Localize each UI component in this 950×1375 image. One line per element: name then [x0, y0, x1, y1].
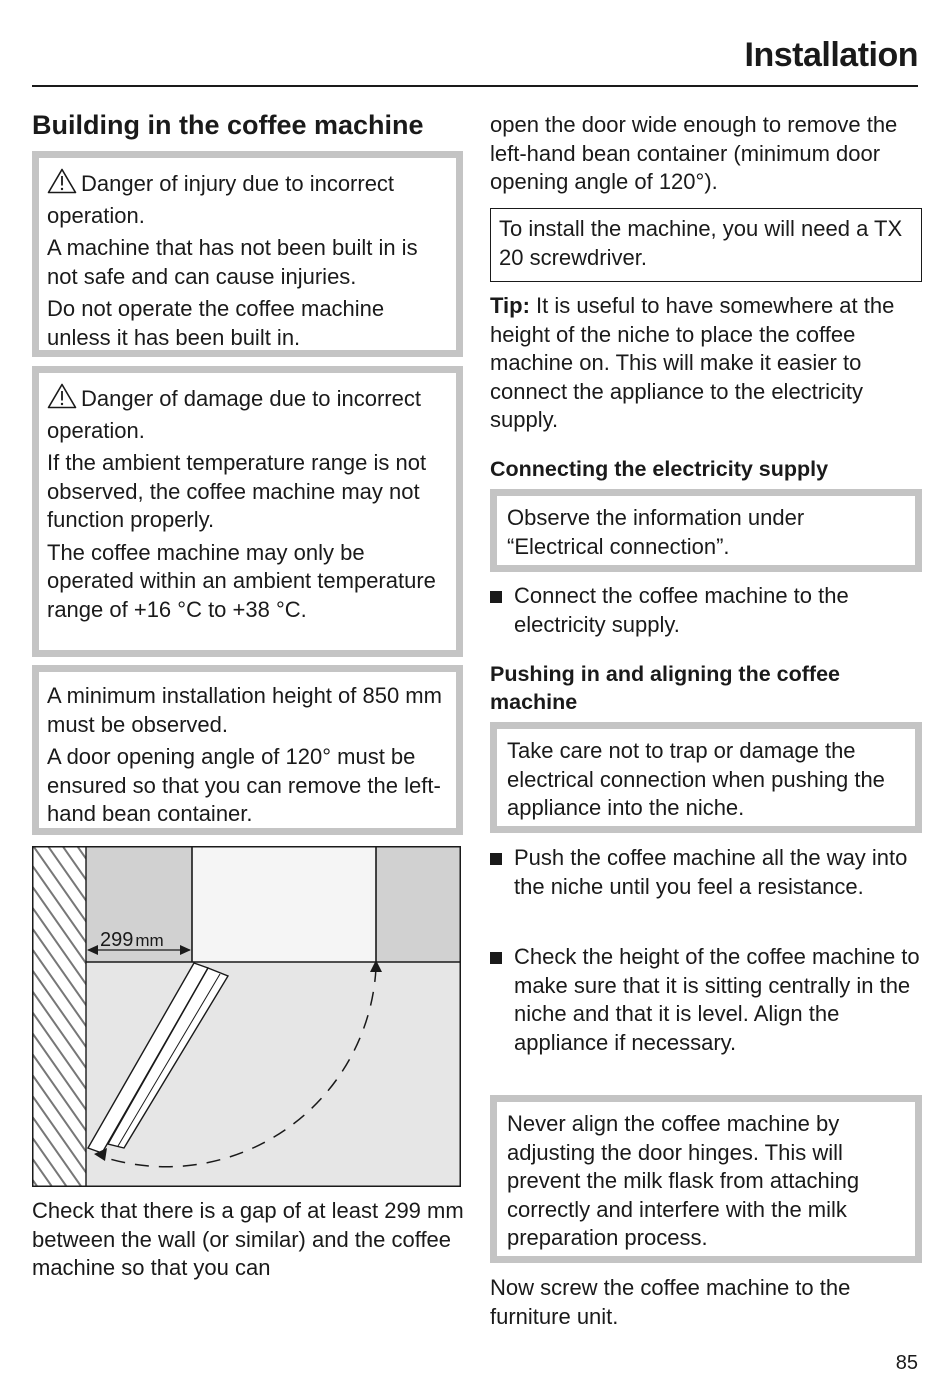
tip-text: It is useful to have somewhere at the height of the niche to place the coffee machine on. This will make it easier to connect the appliance to the electricity supply. — [490, 293, 895, 432]
warning-triangle-icon — [47, 168, 77, 202]
warning-box-injury — [32, 151, 463, 357]
diagram-caption: Check that there is a gap of at least 299 mm between the wall (or similar) and the coffee machine so that you can — [32, 1198, 464, 1280]
electrical-note-box — [490, 489, 922, 572]
step-connect — [490, 582, 922, 639]
step-push — [490, 844, 922, 901]
tip-label: Tip: — [490, 293, 530, 318]
bullet-square-icon — [490, 952, 502, 964]
warning-text: The coffee machine may only be operated within an ambient temperature range of +16 °C to +38 °C. — [47, 539, 436, 622]
pushing-note-box — [490, 722, 922, 833]
warning-text: A machine that has not been built in is not safe and can cause injuries. — [47, 235, 418, 289]
warning-title: Danger of injury due to incorrect operation. — [47, 168, 446, 230]
section-heading: Building in the coffee machine — [32, 110, 424, 140]
step-text: Push the coffee machine all the way into the niche until you feel a resistance. — [514, 845, 908, 899]
warning-title: Danger of damage due to incorrect operation. — [47, 383, 446, 445]
door-clearance-diagram — [32, 846, 461, 1187]
coffee-machine-body — [192, 847, 376, 962]
note-text: A door opening angle of 120° must be ensured so that you can remove the left-hand bean container. — [47, 744, 441, 826]
step-text: Connect the coffee machine to the electricity supply. — [514, 583, 849, 637]
step-check-height — [490, 943, 922, 1057]
header-rule — [32, 85, 918, 87]
note-text: Never align the coffee machine by adjusting the door hinges. This will prevent the milk flask from attaching correctly and interfere with the milk preparation process. — [507, 1111, 860, 1250]
page-number: 85 — [895, 1352, 918, 1374]
tool-note-text: To install the machine, you will need a TX 20 screwdriver. — [499, 216, 903, 270]
warning-text: Do not operate the coffee machine unless it has been built in. — [47, 296, 385, 350]
subheading-electricity: Connecting the electricity supply — [490, 457, 829, 481]
warning-text: If the ambient temperature range is not observed, the coffee machine may not function properly. — [47, 450, 427, 532]
continuation-text: open the door wide enough to remove the left-hand bean container (minimum door opening angle of 120°). — [490, 112, 898, 194]
note-text: Take care not to trap or damage the electrical connection when pushing the appliance into the niche. — [507, 738, 885, 820]
hinge-note-box — [490, 1095, 922, 1263]
installation-note-box — [32, 665, 463, 835]
page-header-title: Installation — [744, 36, 918, 74]
tool-note-box — [490, 208, 922, 282]
note-text: Observe the information under “Electrical connection”. — [507, 505, 805, 559]
tip-paragraph — [490, 292, 922, 435]
step-text: Check the height of the coffee machine to make sure that it is sitting centrally in the niche and that it is level. Align the appliance if necessary. — [514, 944, 920, 1055]
note-text: A minimum installation height of 850 mm must be observed. — [47, 683, 442, 737]
dimension-label: 299 mm — [100, 929, 164, 951]
bullet-square-icon — [490, 853, 502, 865]
bullet-square-icon — [490, 591, 502, 603]
final-instruction: Now screw the coffee machine to the furniture unit. — [490, 1275, 851, 1329]
warning-triangle-icon — [47, 383, 77, 417]
warning-box-damage — [32, 366, 463, 657]
cabinet-right — [376, 847, 460, 962]
wall-hatched — [33, 847, 86, 1186]
subheading-pushing: Pushing in and aligning the coffee machine — [490, 662, 840, 714]
